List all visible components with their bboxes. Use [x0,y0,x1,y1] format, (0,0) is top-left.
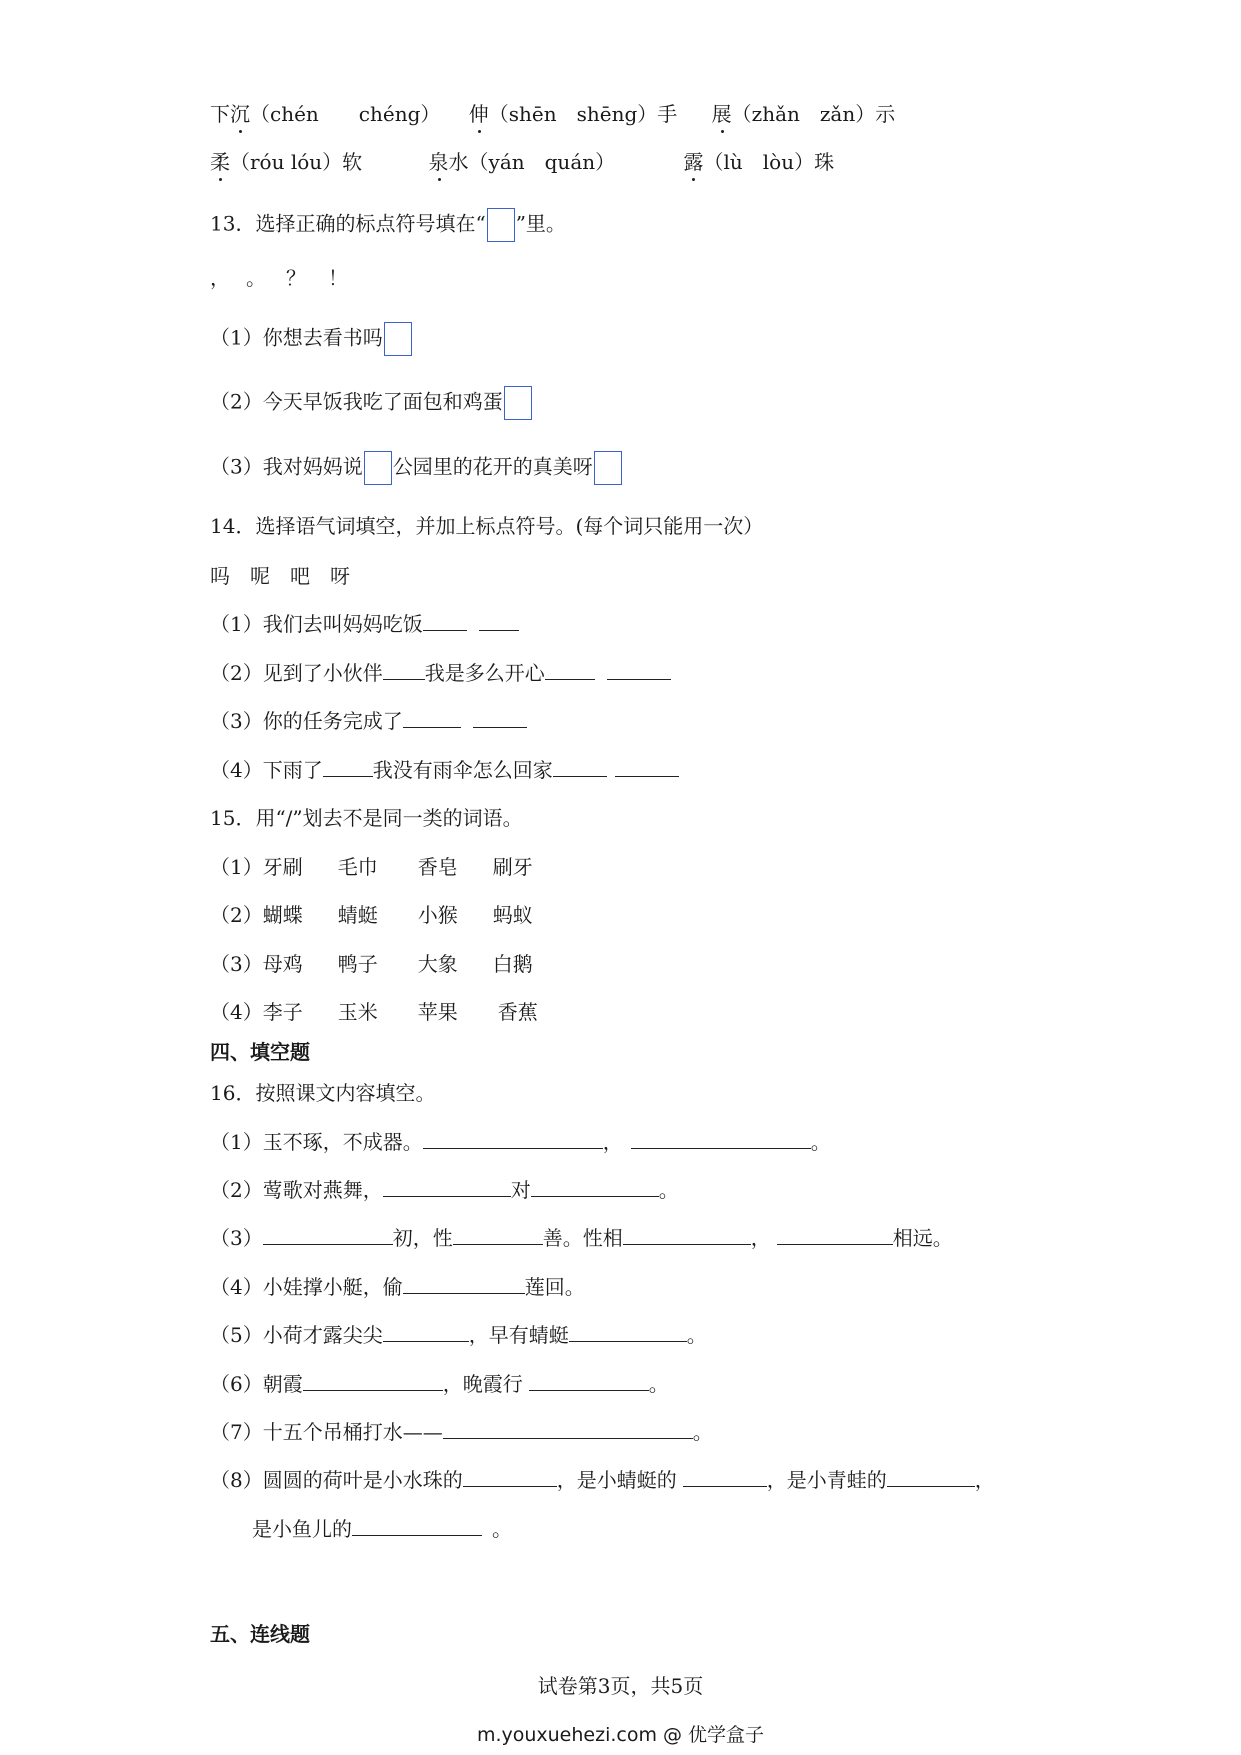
q16-item-8: （8）圆圆的荷叶是小水珠的 ，是小蜻蜓的 ，是小青蛙的 ， [210,1468,995,1492]
q14-item-4: （4）下雨了 我没有雨伞怎么回家 [210,756,679,784]
q13-title: 13．选择正确的标点符号填在“ ”里。 [210,208,566,242]
q16-item-2: （2）莺歌对燕舞， 对 。 [210,1178,679,1202]
q16-item-3: （3） 初，性 善。性相 ， 相远。 [210,1226,953,1250]
q14-item-1: （1）我们去叫妈妈吃饭 [210,610,519,638]
q15-row-1: （1）牙刷 毛巾 香皂 刷牙 [210,855,533,879]
pinyin-item-3: 展（zhǎn zǎn）示 [711,102,896,126]
q15-title: 15．用“/”划去不是同一类的词语。 [210,806,523,830]
pinyin-row-2 [210,148,834,176]
pinyin-item-2: 伸（shēn shēng）手 [468,102,678,126]
q13-item-2: （2）今天早饭我吃了面包和鸡蛋 [210,386,533,420]
q14-item-3: （3）你的任务完成了 [210,707,527,735]
q16-item-5: （5）小荷才露尖尖 ，早有蜻蜓 。 [210,1323,707,1347]
answer-box[interactable] [364,451,392,485]
q15-row-4: （4）李子 玉米 苹果 香蕉 [210,1000,538,1024]
q13-item-1: （1）你想去看书吗 [210,322,413,356]
page-footer: 试卷第3页，共5页 [537,1674,704,1698]
pinyin-row-1 [210,100,895,128]
q15-row-3: （3）母鸡 鸭子 大象 白鹅 [210,952,533,976]
q16-title: 16．按照课文内容填空。 [210,1081,436,1105]
site-watermark: m.youxuehezi.com @ 优学盒子 [476,1724,765,1746]
pinyin-item-4: 柔（róu lóu）软 [210,150,363,174]
q14-words: 吗 呢 吧 呀 [210,564,350,588]
q14-title: 14．选择语气词填空，并加上标点符号。(每个词只能用一次） [210,514,764,538]
answer-box[interactable] [504,386,532,420]
q16-item-8-cont: 是小鱼儿的 。 [252,1517,512,1541]
answer-box[interactable] [384,322,412,356]
q13-item-3: （3）我对妈妈说 公园里的花开的真美呀 [210,451,623,485]
pinyin-item-1: 下沉（chén chéng） [210,102,441,126]
answer-box[interactable] [594,451,622,485]
q13-marks: ， 。 ？ ！ [210,266,348,290]
pinyin-item-6: 露（lù lòu）珠 [683,150,835,174]
pinyin-item-5: 泉水（yán quán） [428,150,616,174]
q14-item-2: （2）见到了小伙伴 我是多么开心 [210,659,671,687]
section-5-heading: 五、连线题 [210,1622,310,1646]
q16-item-1: （1）玉不琢，不成器。 ， 。 [210,1130,831,1154]
q15-row-2: （2）蝴蝶 蜻蜓 小猴 蚂蚁 [210,903,533,927]
answer-box-sample [487,208,515,242]
q16-item-6: （6）朝霞 ，晚霞行 。 [210,1372,669,1396]
q16-item-7: （7）十五个吊桶打水—— 。 [210,1420,713,1444]
q16-item-4: （4）小娃撑小艇，偷 莲回。 [210,1275,585,1299]
section-4-heading: 四、填空题 [210,1040,310,1064]
